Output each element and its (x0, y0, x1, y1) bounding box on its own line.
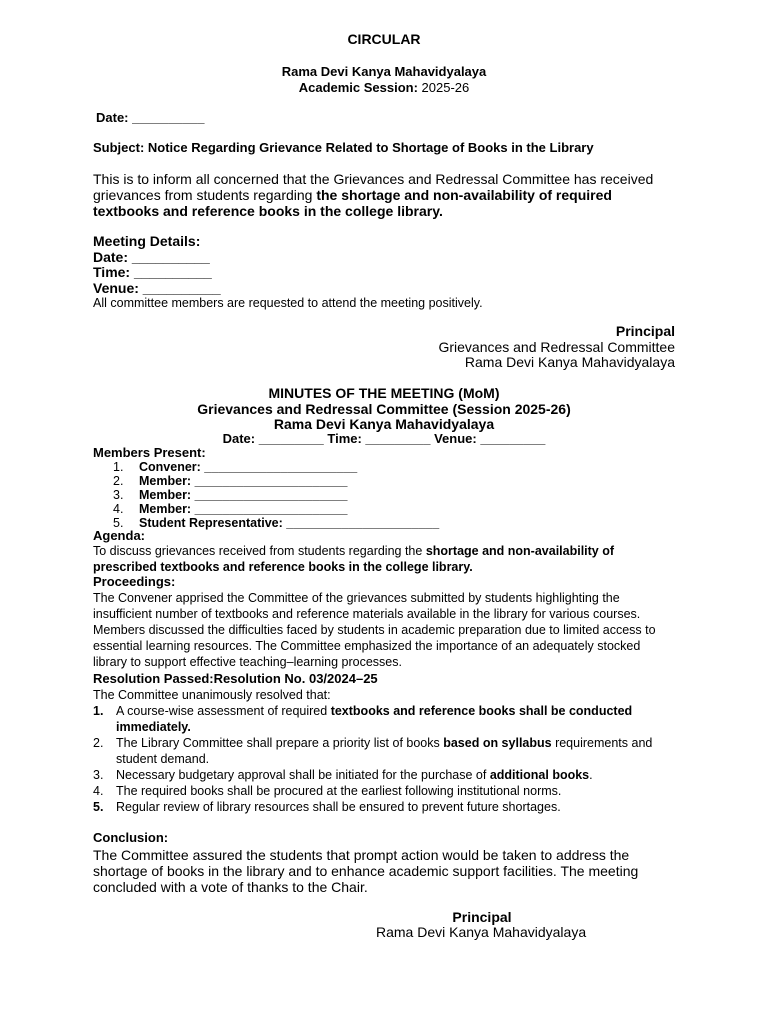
minutes-date-time-venue: Date: _________ Time: _________ Venue: _________ (222, 431, 546, 446)
res-plain: A course-wise assessment of required (116, 704, 331, 718)
circular-intro-line-1: This is to inform all concerned that the Grievances and Redressal Committee has received (93, 171, 654, 187)
circular-signature-line-1: Grievances and Redressal Committee (438, 339, 675, 355)
proceedings-heading: Proceedings: (93, 574, 176, 589)
res-plain: Necessary budgetary approval shall be initiated for the purchase of (116, 768, 490, 782)
member-number: 1. (113, 460, 124, 474)
res-line-2: student demand. (116, 752, 210, 766)
agenda-line-1 (93, 543, 614, 559)
intro-plain: grievances from students regarding (93, 187, 317, 203)
resolution-number: 1. (93, 704, 104, 718)
circular-signature-title: Principal (615, 323, 675, 339)
circular-subject: Subject: Notice Regarding Grievance Related to Shortage of Books in the Library (93, 140, 594, 155)
circular-intro-line-2 (93, 187, 612, 203)
proceedings-line: insufficient number of textbooks and reference materials available in the library for various courses. (93, 607, 641, 621)
minutes-signature-title: Principal (452, 909, 512, 925)
agenda-heading: Agenda: (93, 528, 145, 543)
resolution-number: 4. (93, 784, 104, 798)
resolution-heading: Resolution Passed:Resolution No. 03/2024–25 (93, 671, 378, 686)
resolution-number: 5. (93, 800, 104, 814)
circular-date: Date: __________ (96, 110, 205, 125)
circular-college-name: Rama Devi Kanya Mahavidyalaya (281, 64, 487, 79)
meeting-time: Time: __________ (93, 264, 212, 280)
proceedings-line: essential learning resources. The Committee emphasized the importance of an adequately stocked (93, 639, 641, 653)
attend-note: All committee members are requested to attend the meeting positively. (93, 296, 483, 310)
res-bold: additional books (489, 768, 590, 782)
conclusion-line: shortage of books in the library and to enhance academic support facilities. The meeting (93, 863, 639, 879)
intro-bold: the shortage and non-availability of required (316, 187, 612, 203)
meeting-date: Date: __________ (93, 249, 210, 265)
meeting-details-heading: Meeting Details: (93, 233, 201, 249)
member-number: 2. (113, 474, 124, 488)
agenda-plain: To discuss grievances received from students regarding the (93, 544, 426, 558)
res-bold: textbooks and reference books shall be conducted (330, 704, 633, 718)
member-number: 3. (113, 488, 124, 502)
agenda-bold: shortage and non-availability of (425, 544, 615, 558)
circular-intro-line-3: textbooks and reference books in the college library. (93, 203, 443, 219)
proceedings-line: Members discussed the difficulties faced by students in academic preparation due to limited access to (93, 623, 656, 637)
proceedings-line: The Convener apprised the Committee of the grievances submitted by students highlighting the (93, 591, 620, 605)
minutes-college: Rama Devi Kanya Mahavidyalaya (273, 416, 495, 432)
meeting-venue: Venue: __________ (93, 280, 221, 296)
member-text: Member: ______________________ (139, 474, 348, 488)
resolution-text (116, 703, 676, 735)
members-heading: Members Present: (93, 445, 206, 460)
res-plain: The Library Committee shall prepare a priority list of books (116, 736, 444, 750)
conclusion-line: The Committee assured the students that prompt action would be taken to address the (93, 847, 630, 863)
resolution-text (116, 735, 676, 767)
minutes-committee: Grievances and Redressal Committee (Session 2025-26) (197, 401, 571, 417)
res-bold-2: immediately. (116, 720, 191, 734)
resolution-number: 2. (93, 736, 104, 750)
conclusion-heading: Conclusion: (93, 830, 169, 845)
member-item (113, 515, 439, 531)
resolved-intro: The Committee unanimously resolved that: (93, 688, 331, 702)
res-bold: based on syllabus (443, 736, 552, 750)
resolution-number: 3. (93, 768, 104, 782)
member-number: 4. (113, 502, 124, 516)
member-text: Student Representative: ______________________ (139, 516, 440, 530)
member-text: Member: ______________________ (139, 488, 348, 502)
res-plain-2: requirements and (551, 736, 653, 750)
proceedings-line: library to support effective teaching–learning processes. (93, 655, 402, 669)
circular-session (0, 80, 768, 96)
minutes-signature-line-1: Rama Devi Kanya Mahavidyalaya (376, 924, 587, 940)
session-value: 2025-26 (417, 80, 470, 95)
conclusion-line: concluded with a vote of thanks to the Chair. (93, 879, 368, 895)
member-text: Member: ______________________ (139, 502, 348, 516)
resolution-text: Regular review of library resources shall be ensured to prevent future shortages. (116, 800, 561, 814)
resolution-text (116, 767, 676, 783)
minutes-title: MINUTES OF THE MEETING (MoM) (268, 385, 500, 401)
agenda-line-2: prescribed textbooks and reference books in the college library. (93, 560, 473, 574)
res-end: . (589, 768, 593, 782)
session-label: Academic Session: (298, 80, 418, 95)
circular-title: CIRCULAR (347, 31, 421, 47)
circular-signature-line-2: Rama Devi Kanya Mahavidyalaya (464, 354, 675, 370)
member-number: 5. (113, 516, 124, 530)
member-text: Convener: ______________________ (139, 460, 358, 474)
resolution-text: The required books shall be procured at the earliest following institutional norms. (116, 784, 562, 798)
